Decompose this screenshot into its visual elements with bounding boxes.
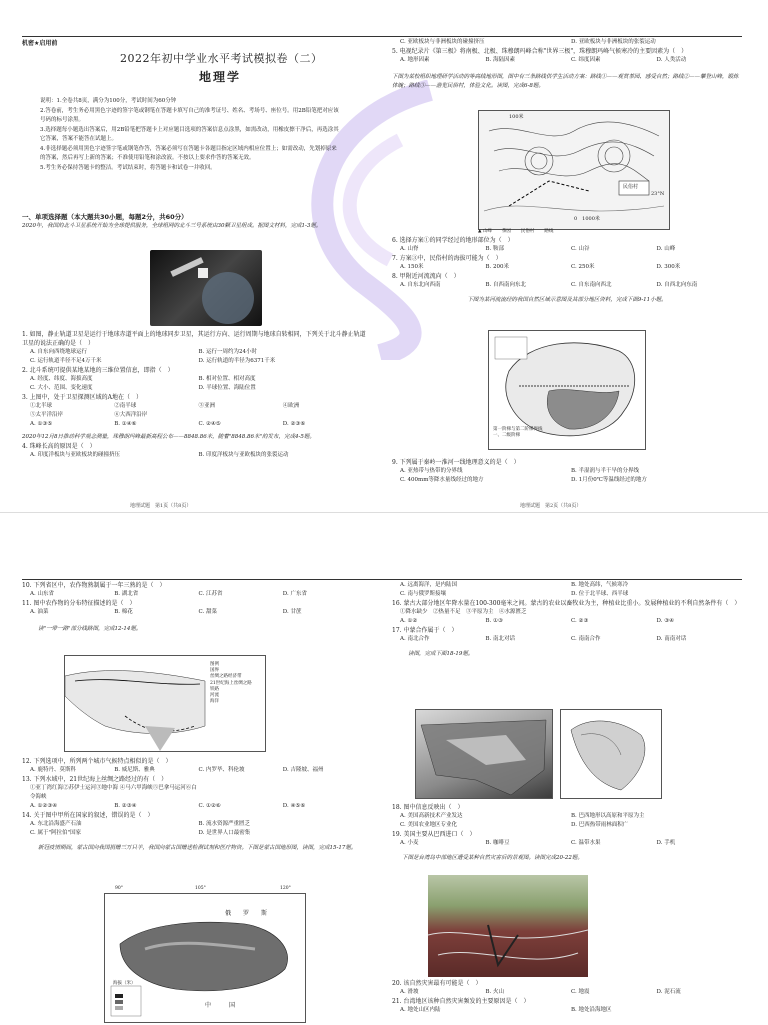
question-stem: 16. 蒙古大部分地区年降水量在100-300毫米之间。蒙古的农业以畜牧业为主，种植业比重小。发展种植业的不利自然条件有（ ） <box>392 600 741 607</box>
question-stem: 17. 中蒙合作属于（ ） <box>392 627 458 634</box>
answer-option: C. 内罗毕、科伦坡 <box>198 767 245 773</box>
answer-option: A. 自东北向西南 <box>400 282 441 288</box>
answer-option: B. 半湿润与半干旱的分界线 <box>571 468 640 474</box>
answer-option: D. 人类活动 <box>656 57 687 63</box>
answer-option: C. ②③ <box>571 618 589 624</box>
legend-item: 茶园 <box>501 229 511 234</box>
answer-option: C. 纬度因素 <box>571 57 601 63</box>
map-label-contour: 100米 <box>509 114 524 120</box>
china-map-legend <box>493 427 543 439</box>
answer-option: A. 鹿特丹、莫斯科 <box>30 767 76 773</box>
question-stem: 19. 美国主要从巴西进口（ ） <box>392 831 476 838</box>
answer-options <box>400 988 742 997</box>
answer-option: C. 属于"阿拉伯"国家 <box>30 830 82 836</box>
header-rule <box>22 36 742 37</box>
legend-item: 第一阶梯与第二阶梯界线 <box>493 427 543 432</box>
legend-item: 河流 <box>210 693 219 699</box>
answer-option: D. 手机 <box>656 840 676 846</box>
answer-option: A. ①② <box>400 618 418 624</box>
map-label-china: 中 国 <box>205 1002 236 1009</box>
map-label-lat: 23°N <box>651 191 665 197</box>
china-map <box>488 330 646 450</box>
answer-option: B. 南北对话 <box>485 636 516 642</box>
answer-option: B. ①④⑥ <box>114 421 137 427</box>
answer-option: D. 山峰 <box>656 246 676 252</box>
answer-option: A. 山东省 <box>30 591 54 597</box>
answer-option: D. ④⑤⑥ <box>282 803 306 809</box>
answer-options <box>30 348 367 366</box>
answer-option: D. 半球位置、海陆位置 <box>198 385 256 391</box>
answer-option: D. 巴西热带雨林面积广 <box>571 822 629 828</box>
answer-options <box>30 820 367 838</box>
answer-option: C. 亚欧板块与非洲板块的碰撞挤压 <box>400 39 485 45</box>
answer-option: C. 400mm等降水量线经过的地方 <box>400 477 484 483</box>
answer-option: B. 火山 <box>485 989 505 995</box>
answer-option: ②南半球 <box>114 403 137 409</box>
answer-option: A. 小麦 <box>400 840 419 846</box>
answer-option: A. 亚热带与热带的分界线 <box>400 468 463 474</box>
legend-item: 21世纪海上丝绸之路 <box>210 680 252 686</box>
answer-option: A. 油菜 <box>30 609 49 615</box>
answer-option: A. 远离海洋，是内陆国 <box>400 582 457 588</box>
map-lon-label: 120° <box>280 886 291 891</box>
legend-item: 图例 <box>210 662 219 667</box>
answer-option: B. 相对位置、相对高度 <box>198 376 256 382</box>
answer-options <box>30 590 367 599</box>
legend-item: 海洋 <box>210 699 219 705</box>
usa-map <box>415 709 553 799</box>
legend-item: 民俗村 <box>520 229 535 234</box>
answer-option: ①亚丁湾红海②苏伊士运河③地中海 ④马六甲海峡⑤巴拿马运河⑥白令海峡 <box>30 785 197 800</box>
intro-text: 读图，完成下面18-19题。 <box>408 651 474 657</box>
answer-options <box>400 581 742 590</box>
answer-option: A. 南北合作 <box>400 636 430 642</box>
header-rule <box>22 579 742 580</box>
answer-option: D. 自西北向东南 <box>656 282 698 288</box>
question-stem: 3. 上图中，处于卫星探测区域的A地在（ ） <box>22 394 142 401</box>
instruction-line: 5.考生务必保持答题卡的整洁。考试结束时，将答题卡和试卷一并收回。 <box>40 164 216 171</box>
answer-option: B. 湖北省 <box>114 591 139 597</box>
answer-option: C. ①②⑥ <box>198 803 221 809</box>
answer-options <box>400 635 742 644</box>
answer-option: B. 流水资源严重匮乏 <box>198 821 251 827</box>
answer-option: C. 南南合作 <box>571 636 601 642</box>
map-label-village: 民俗村 <box>623 184 639 190</box>
answer-option: C. 江苏省 <box>198 591 223 597</box>
question-9 <box>392 458 742 485</box>
answer-option: C. 南与俄罗斯接壤 <box>400 591 447 597</box>
answer-option: B. 印度洋板块与亚欧板块的张裂运动 <box>198 451 289 458</box>
answer-option: A. 自东向西绕地球运行 <box>30 349 87 355</box>
answer-option: ①北半球 <box>30 403 53 409</box>
answer-option: D. 亚欧板块与非洲板块的张裂运动 <box>571 39 656 45</box>
contour-map-legend <box>478 228 678 234</box>
mongolia-map <box>104 886 306 1023</box>
question-stem: 11. 图中农作物的分布特征描述的是（ ） <box>22 600 136 607</box>
question-stem: 5. 电视纪录片《第三极》将南极、北极、珠穆朗玛峰合称"世界三极"，珠穆朗玛峰气候寒冷的主要因素为（ ） <box>392 48 688 55</box>
map-scale: 0 1000米 <box>574 216 600 222</box>
instruction-line: 2.答卷前，考生务必用黑色字迹的签字笔或钢笔在答题卡填写自己的准考证号、姓名、考场号、座位号。用2B铅笔把对应该号码的标号涂黑。 <box>40 107 339 123</box>
answer-option: D. 甘蔗 <box>282 609 302 615</box>
disaster-photo <box>428 875 588 977</box>
answer-option: A. 东北沿海盛产石油 <box>30 821 82 827</box>
answer-option: B. 海陆因素 <box>485 57 516 63</box>
satellite-photo <box>150 250 262 326</box>
instructions-block <box>40 97 340 173</box>
intro-text: 下图是台湾岛中部地区遭受某种自然灾害后的景观图。读图完成20-22题。 <box>402 855 583 861</box>
belt-road-map <box>64 655 266 752</box>
answer-option: B. 地处沿海地区 <box>571 1007 612 1013</box>
answer-options <box>400 245 742 254</box>
belt-road-legend <box>210 662 252 705</box>
answer-option: D. 位于北半球、西半球 <box>571 591 629 597</box>
map-lon-label: 90° <box>115 886 123 891</box>
answer-option: D. 泥石流 <box>656 989 681 995</box>
question-stem: 2. 北斗系统可提供某地某地的三维位置信息，即指（ ） <box>22 367 174 374</box>
answer-option: A. 地处山区内陆 <box>400 1007 441 1013</box>
answer-option: D. 是世界人口最密集 <box>198 830 251 836</box>
answer-option: A. ①③⑤ <box>30 421 53 427</box>
answer-option: A. 150米 <box>400 264 424 270</box>
exam-page-1-2 <box>0 0 768 512</box>
contour-map <box>478 110 670 230</box>
answer-options <box>400 839 742 848</box>
subject-title: 地理学 <box>198 70 241 84</box>
answer-option: A. 滑坡 <box>400 989 419 995</box>
question-stem: 1. 如图，静止轨道卫星是运行于地球赤道平面上的地球同步卫星，其运行方向、运行周期与地球自转相同，下列关于北斗静止轨道卫星的说法正确的是（ ） <box>22 331 366 347</box>
exam-title: 2022年初中学业水平考试模拟卷（二） <box>120 52 323 65</box>
instruction-line: 4.非选择题必须用黑色字迹签字笔或钢笔作答，答案必须写在答题卡各题目指定区域内相应位置上；如需改动，先划掉原来的答案，然后再写上新的答案；不准使用铅笔和涂改液。不按以上要求作答的答案无效。 <box>40 145 337 161</box>
question-stem: 9. 下列属于秦岭一淮河一线地理意义的是（ ） <box>392 459 520 466</box>
intro-text: 读"一带一路"部分线路图，完成12-14题。 <box>38 626 142 632</box>
legend-item: ▲ 山峰 <box>478 229 492 234</box>
brazil-map <box>560 709 662 799</box>
exam-page-3-4 <box>0 512 768 1025</box>
answer-option: A. 经度、纬度、海拔高度 <box>30 376 93 382</box>
question-stem: 7. 方案③中，民俗村的海拔可能为（ ） <box>392 255 502 262</box>
answer-option: D. 1月份0℃等温线经过的地方 <box>571 477 647 483</box>
answer-options <box>30 420 367 429</box>
answer-options <box>400 1006 742 1015</box>
answer-option: C. 运行轨道半径不足4万千米 <box>30 358 102 364</box>
question-stem: 20. 该自然灾害最有可能是（ ） <box>392 980 482 987</box>
answer-options <box>400 608 742 617</box>
answer-option: A. 山脊 <box>400 246 419 252</box>
answer-option: ⑥大西洋沿岸 <box>114 412 148 418</box>
page-footer: 地理试题 第2页（共8页） <box>520 503 582 509</box>
answer-options <box>400 38 742 47</box>
answer-option: D. 广东省 <box>282 591 307 597</box>
answer-option: D. ②③⑥ <box>282 421 306 427</box>
answer-options <box>400 617 742 626</box>
answer-option: D. ③④ <box>656 618 675 624</box>
answer-option: ③亚洲 <box>198 403 216 409</box>
questions-18-19 <box>392 803 742 863</box>
answer-option: B. 运行一周约为24小时 <box>198 349 258 355</box>
questions-1-5 <box>22 330 367 460</box>
answer-option: D. 吉隆坡、福州 <box>282 767 324 773</box>
question-stem: 8. 甲附近河流流向（ ） <box>392 273 460 280</box>
section-heading: 一、单项选择题（本大题共30小题，每题2分，共60分） <box>22 213 188 221</box>
answer-option: A. 美国高新技术产业发达 <box>400 813 463 819</box>
intro-text: 下图为某校组织地理研学活动的等高线地形图，图中有三条路线供学生活动方案：路线①——观赏茶园、感受自然；路线②——攀登山峰，锻炼体魄；路线③——游览民俗村，体验文化。读图，完成6-8题。 <box>392 74 739 89</box>
legend-item: 铁路 <box>210 686 219 692</box>
answer-option: C. 地震 <box>571 989 590 995</box>
answer-option: B. ①③ <box>485 618 503 624</box>
question-stem: 12. 下列选项中，所列两个城市气候特点相似的是（ ） <box>22 758 172 765</box>
map-lon-label: 105° <box>195 886 206 891</box>
intro-text: 2020年12月8日推动科学观念测量，珠穆朗玛峰最新高程公布——8848.86米，随着"8848.86米"的发布，完成4-5题。 <box>22 434 315 440</box>
question-stem: 14. 关于图中甲所在国家的叙述，错误的是（ ） <box>22 812 154 819</box>
question-stem: 4. 珠峰长高的原因是（ ） <box>22 442 96 450</box>
right-column-p1 <box>392 38 742 90</box>
answer-options <box>30 402 367 420</box>
answer-option: C. 美国农业地区专业化 <box>400 822 458 828</box>
answer-option: C. 山谷 <box>571 246 590 252</box>
answer-option: C. 大小、范围、变化速度 <box>30 385 93 391</box>
answer-option: C. 自东南向西北 <box>571 282 612 288</box>
answer-options <box>30 802 367 811</box>
answer-options <box>30 766 367 775</box>
answer-option: A. ①②③④ <box>30 803 58 809</box>
answer-option: D. 300米 <box>656 264 681 270</box>
legend-item: 一、二级阶梯 <box>493 433 520 438</box>
answer-options <box>30 784 367 802</box>
answer-option: B. 威尼斯、雅典 <box>114 767 155 773</box>
answer-option: B. 巴西地形以高原和平原为主 <box>571 813 645 819</box>
answer-option: ①降水缺少 ②热量不足 ③平原为主 ④水源匮乏 <box>400 609 527 615</box>
answer-options <box>400 281 742 290</box>
answer-option: C. 甜菜 <box>198 609 218 615</box>
answer-options <box>400 590 742 599</box>
answer-option: B. 200米 <box>485 264 510 270</box>
legend-item: 国界 <box>210 668 219 674</box>
intro-text: 新冠疫情期间，蒙古国向我国捐赠三万只羊，我国向蒙古国赠送检测试剂和医疗物资。下图是蒙古国地形图，读图，完成15-17题。 <box>38 845 357 851</box>
legend-item: 路线 <box>544 229 554 234</box>
question-stem: 18. 图中信息反映出（ ） <box>392 804 464 811</box>
map-legend-elevation: 海拔（米） <box>113 981 136 986</box>
answer-options <box>30 375 367 393</box>
answer-option: B. 棉花 <box>114 609 133 615</box>
answer-option: ④欧洲 <box>282 403 300 409</box>
answer-option: B. 自西南向东北 <box>485 282 527 288</box>
answer-option: D. 运行轨道的半径为6371千米 <box>198 358 276 364</box>
question-stem: 6. 选择方案①的同学经过的地形部位为（ ） <box>392 237 514 244</box>
left-column-p1 <box>22 213 367 231</box>
legend-item: 丝绸之路经济带 <box>210 674 242 680</box>
questions-10-11 <box>22 581 367 634</box>
map-label-russia: 俄 罗 斯 <box>225 910 271 917</box>
questions-15-17 <box>392 581 742 659</box>
questions-6-8 <box>392 236 742 305</box>
answer-option: B. 咖啡豆 <box>485 840 510 846</box>
answer-option: D. 南南对话 <box>656 636 687 642</box>
answer-options <box>30 451 367 460</box>
answer-option: B. 地处高纬，气候寒冷 <box>571 582 629 588</box>
instruction-line: 3.选择题每小题选出答案后，用2B铅笔把答题卡上对应题目选项的答案信息点涂黑，如需改动，用橡皮擦干净后，再选涂其它答案，答案不能答在试题上。 <box>40 126 339 142</box>
answer-options <box>30 608 367 617</box>
answer-option: B. 鞍部 <box>485 246 505 252</box>
intro-text: 2020年，我国的北斗卫星系统开始为全球提供服务，全球组网的北斗三号系统由30颗卫星组成。据图文材料，完成1-3题。 <box>22 223 322 229</box>
questions-12-14 <box>22 757 367 853</box>
confidential-tag: 机密★启用前 <box>22 40 58 47</box>
answer-option: A. 印度洋板块与亚欧板块的碰撞挤压 <box>30 451 120 458</box>
answer-option: B. ②③④ <box>114 803 137 809</box>
answer-option: A. 地形因素 <box>400 57 430 63</box>
instruction-line: 说明：1.全卷共8页，满分为100分，考试时间为60分钟 <box>40 98 177 104</box>
intro-text: 下图为某河流流经的我国自然区域示意图及其部分地区资料，完成下面9-11小题。 <box>467 297 667 303</box>
question-stem: 13. 下列水域中，21世纪海上丝绸之路经过的有（ ） <box>22 776 168 783</box>
answer-option: ⑤太平洋沿岸 <box>30 412 64 418</box>
answer-option: C. 250米 <box>571 264 595 270</box>
page-footer: 地理试题 第1页（共8页） <box>130 503 192 509</box>
question-stem: 10. 下列省区中，农作物熟制属于一年三熟的是（ ） <box>22 582 166 589</box>
answer-options <box>400 263 742 272</box>
answer-option: C. ②④⑤ <box>198 421 221 427</box>
answer-options <box>400 812 742 830</box>
question-stem: 21. 台湾地区该种自然灾害频发的主要原因是（ ） <box>392 998 530 1005</box>
answer-option: C. 温带水果 <box>571 840 601 846</box>
questions-20-21 <box>392 979 742 1015</box>
answer-options <box>400 467 742 485</box>
answer-options <box>400 56 742 65</box>
